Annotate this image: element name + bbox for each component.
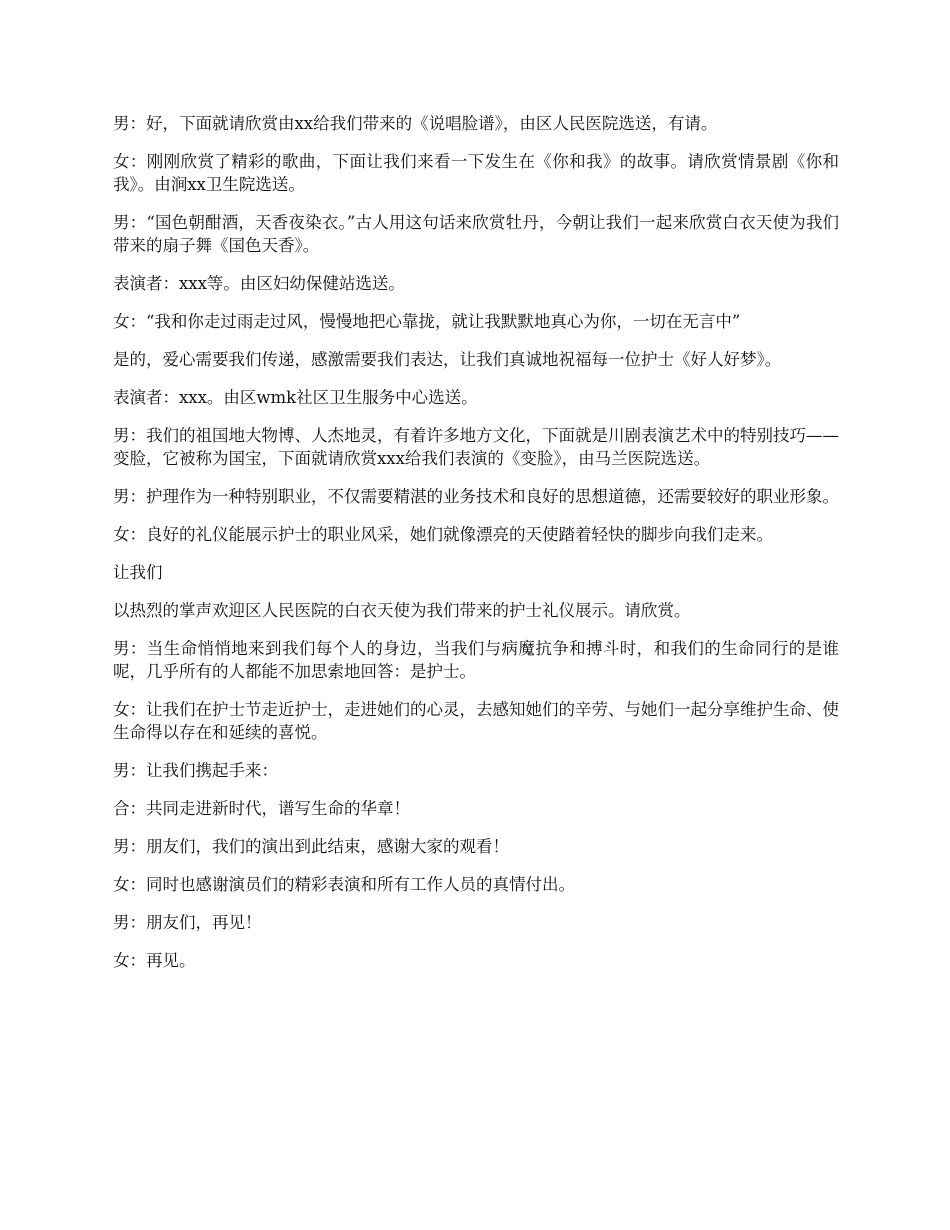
paragraph: 男：我们的祖国地大物博、人杰地灵，有着许多地方文化，下面就是川剧表演艺术中的特别技巧——变脸，它被称为国宝，下面就请欣赏xxx给我们表演的《变脸》，由马兰医院选送。 [113, 426, 839, 468]
paragraph: 表演者：xxx。由区wmk社区卫生服务中心选送。 [113, 388, 478, 407]
paragraph: 女：“我和你走过雨走过风，慢慢地把心靠拢，就让我默默地真心为你，一切在无言中” [113, 312, 741, 331]
paragraph: 是的，爱心需要我们传递，感激需要我们表达，让我们真诚地祝福每一位护士《好人好梦》。 [113, 350, 782, 369]
paragraph: 男：当生命悄悄地来到我们每个人的身边，当我们与病魔抗争和搏斗时，和我们的生命同行的是谁呢，几乎所有的人都能不加思索地回答：是护士。 [113, 639, 839, 681]
paragraph: 女：让我们在护士节走近护士，走进她们的心灵，去感知她们的辛劳、与她们一起分享维护生命、使生命得以存在和延续的喜悦。 [113, 700, 839, 742]
paragraph: 合：共同走进新时代，谱写生命的华章！ [113, 799, 410, 818]
paragraph: 表演者：xxx等。由区妇幼保健站选送。 [113, 274, 405, 293]
paragraph: 男：好，下面就请欣赏由xx给我们带来的《说唱脸谱》，由区人民医院选送，有请。 [113, 114, 718, 133]
paragraph: 男：朋友们，再见！ [113, 913, 262, 932]
paragraph: 女：良好的礼仪能展示护士的职业风采，她们就像漂亮的天使踏着轻快的脚步向我们走来。 [113, 525, 773, 544]
paragraph: 男：让我们携起手来： [113, 761, 278, 780]
paragraph: 男：“国色朝酣酒，天香夜染衣。”古人用这句话来欣赏牡丹，今朝让我们一起来欣赏白衣天使为我们带来的扇子舞《国色天香》。 [113, 213, 839, 255]
paragraph: 女：刚刚欣赏了精彩的歌曲，下面让我们来看一下发生在《你和我》的故事。请欣赏情景剧《你和我》。由涧xx卫生院选送。 [113, 152, 839, 194]
document-body [113, 112, 839, 987]
paragraph: 以热烈的掌声欢迎区人民医院的白衣天使为我们带来的护士礼仪展示。请欣赏。 [113, 601, 691, 620]
paragraph: 女：再见。 [113, 951, 196, 970]
paragraph: 女：同时也感谢演员们的精彩表演和所有工作人员的真情付出。 [113, 875, 575, 894]
paragraph: 男：朋友们，我们的演出到此结束，感谢大家的观看！ [113, 837, 509, 856]
paragraph: 让我们 [113, 563, 163, 582]
paragraph: 男：护理作为一种特别职业，不仅需要精湛的业务技术和良好的思想道德，还需要较好的职业形象。 [113, 487, 839, 506]
